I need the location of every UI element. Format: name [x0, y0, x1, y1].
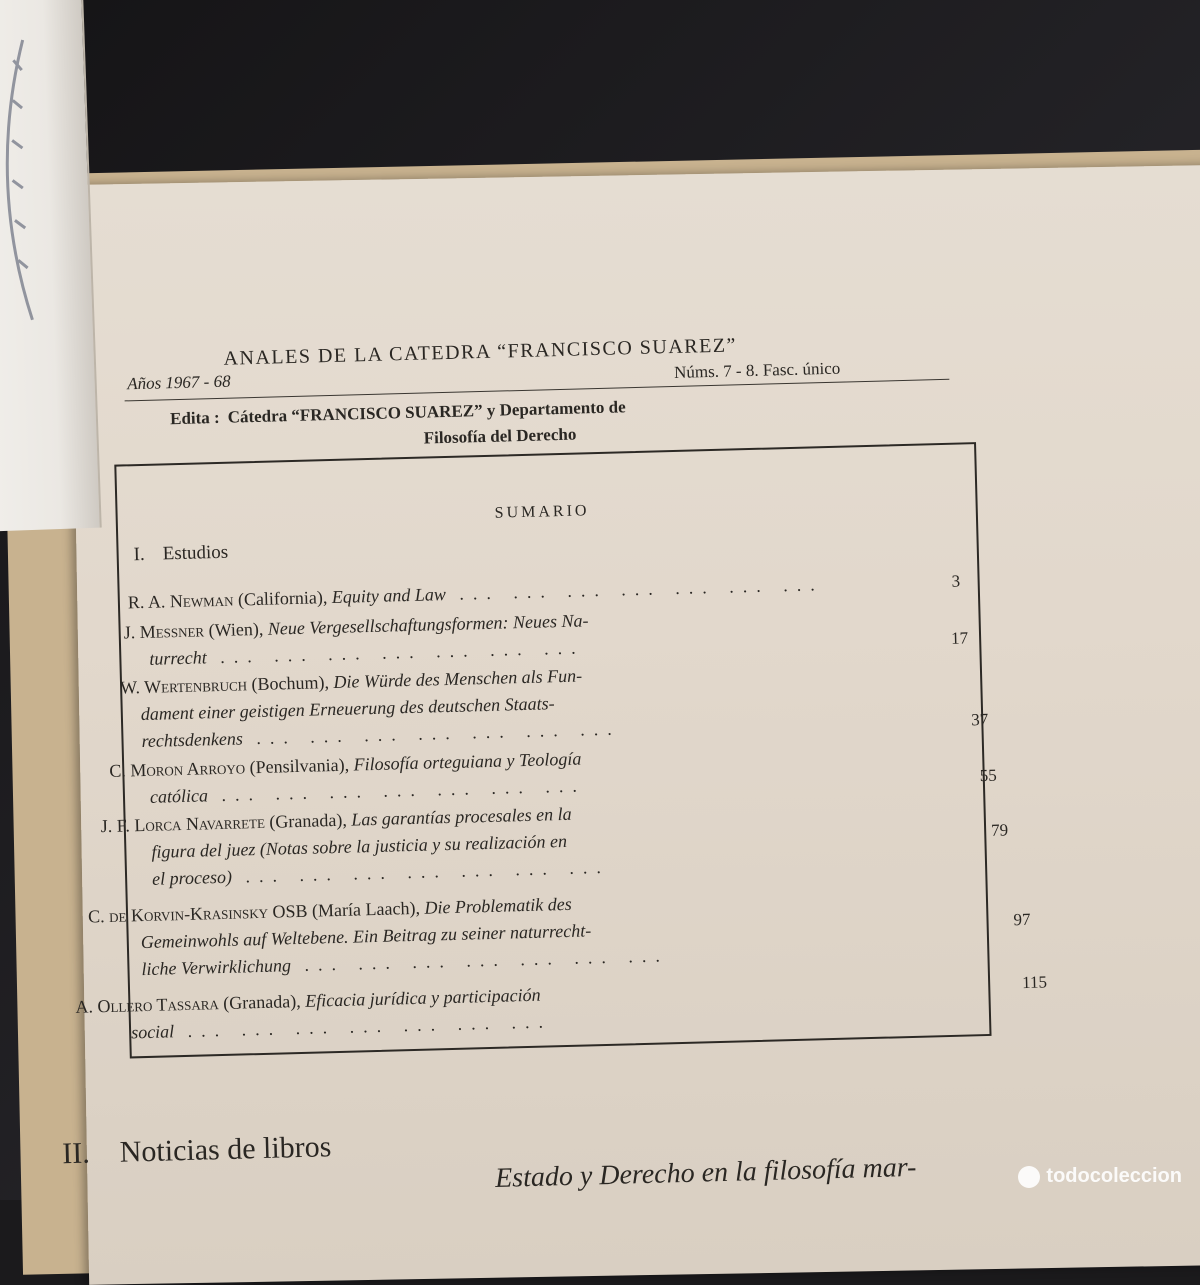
leader-dots: ... ... ... ... ... ... ...: [207, 775, 587, 806]
section-title: Estudios: [162, 541, 229, 565]
page-number: 37: [971, 709, 989, 730]
article-title: Eficacia jurídica y participación: [304, 984, 541, 1011]
article-title: liche Verwirklichung: [141, 955, 292, 980]
section-estudios: [133, 542, 228, 566]
watermark-logo-icon: [1018, 1166, 1040, 1188]
leader-dots: ... ... ... ... ... ... ...: [206, 637, 585, 668]
trailing-text: Estado y Derecho en la filosofía mar-: [494, 1151, 917, 1194]
header-rule: [125, 379, 950, 402]
article-title: católica: [149, 785, 209, 807]
author-place: (María Laach),: [311, 897, 425, 921]
article-title: Neue Vergesellschaftungsformen: Neues Na-: [267, 610, 589, 639]
section-title: Noticias de libros: [119, 1130, 332, 1169]
leader-dots: ... ... ... ... ... ... ...: [231, 856, 611, 887]
watermark: [1018, 1165, 1182, 1188]
section-noticias: [62, 1130, 332, 1171]
publisher-text-2: Filosofía del Derecho: [423, 424, 577, 448]
page-number: 55: [979, 765, 997, 786]
leader-dots: ... ... ... ... ... ... ...: [242, 718, 621, 749]
leader-dots: ... ... ... ... ... ... ...: [445, 574, 824, 605]
page-number: 17: [950, 628, 969, 648]
journal-title: ANALES DE LA CATEDRA “FRANCISCO SUAREZ”: [223, 334, 738, 370]
publisher-label: Edita :: [169, 407, 220, 429]
leader-dots: ... ... ... ... ... ... ...: [290, 945, 670, 976]
leader-dots: ... ... ... ... ... ... ...: [173, 1011, 553, 1042]
article-title: Gemeinwohls auf Weltebene. Ein Beitrag zu seiner naturrecht-: [140, 920, 592, 953]
article-title: figura del juez (Notas sobre la justicia y su realización en: [151, 830, 568, 862]
author-place: (Granada),: [223, 990, 306, 1013]
page-number: 115: [1021, 972, 1048, 993]
author-place: (Pensilvania),: [249, 754, 354, 778]
author-name: J. Messner: [123, 620, 209, 643]
article-title: social: [130, 1021, 175, 1043]
article-title: el proceso): [151, 866, 233, 889]
article-title: rechtsdenkens: [141, 728, 244, 752]
author-place: (California),: [237, 587, 333, 610]
section-number: II.: [61, 1136, 91, 1171]
article-title: turrecht: [149, 647, 207, 669]
page-number: 3: [951, 571, 961, 591]
author-name: C. de Korvin-Krasinsky OSB: [87, 900, 313, 927]
page-number: 97: [1013, 909, 1031, 930]
author-place: (Granada),: [269, 809, 352, 832]
page-number: 79: [990, 820, 1009, 840]
article-title: Las garantías procesales en la: [351, 803, 572, 830]
article-title: Equity and Law: [331, 584, 447, 608]
article-title: Die Problematik des: [424, 893, 572, 918]
issue-numbers: Núms. 7 - 8. Fasc. único: [673, 358, 841, 382]
article-title: dament einer geistigen Erneuerung des deutschen Staats-: [140, 693, 555, 725]
publisher-text: Cátedra “FRANCISCO SUAREZ” y Departamento de: [227, 397, 626, 427]
author-place: (Bochum),: [251, 672, 334, 695]
author-name: A. Ollero Tassara: [75, 993, 224, 1017]
article-title: Filosofía orteguiana y Teología: [353, 748, 582, 775]
author-place: (Wien),: [208, 618, 269, 641]
author-name: R. A. Newman: [127, 589, 239, 613]
author-name: J. F. Lorca Navarrete: [100, 811, 270, 837]
journal-years: Años 1967 - 68: [126, 371, 231, 394]
author-name: C. Moron Arroyo: [109, 757, 250, 781]
summary-heading: SUMARIO: [494, 502, 590, 522]
article-title: Die Würde des Menschen als Fun-: [333, 665, 583, 693]
section-number: I.: [133, 543, 146, 566]
author-name: W. Wertenbruch: [119, 674, 252, 698]
watermark-text: todocoleccion: [1046, 1165, 1182, 1187]
